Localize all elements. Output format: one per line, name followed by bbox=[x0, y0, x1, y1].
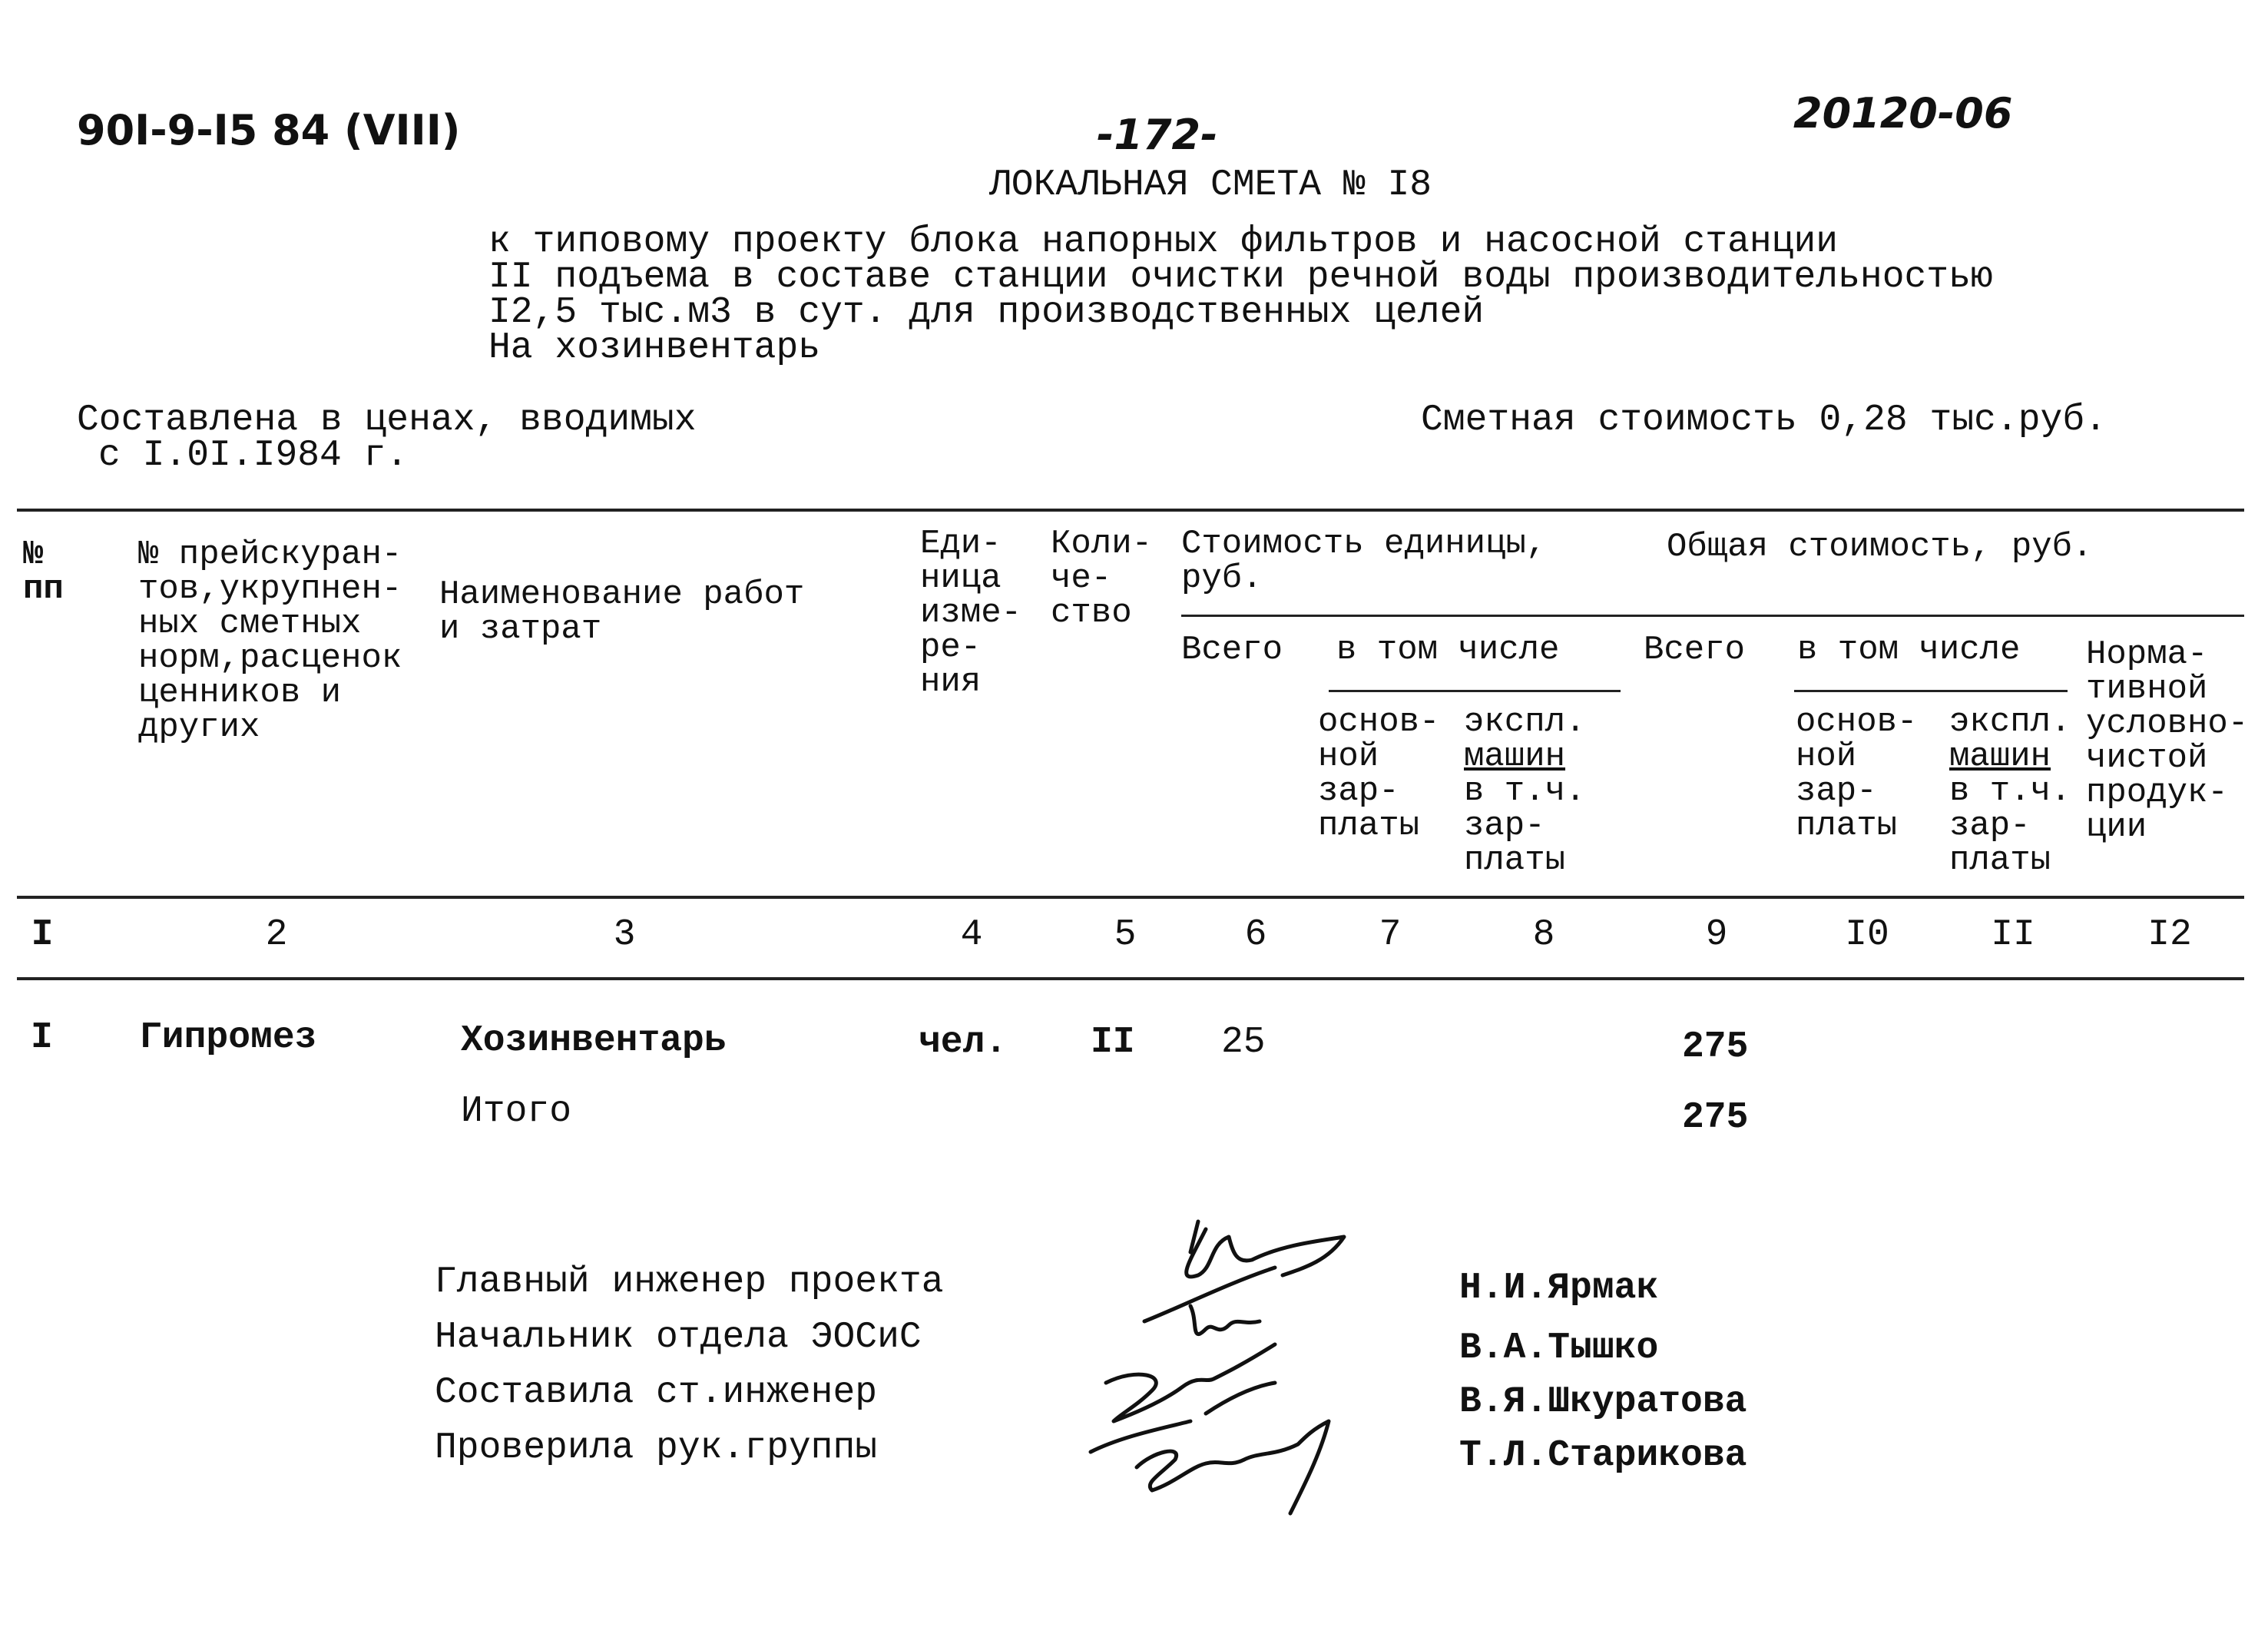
signature-name: В.А.Тышко bbox=[1459, 1327, 1659, 1369]
header-total-wages: основ- ной зар- платы bbox=[1796, 703, 1918, 845]
row-pricelist: Гипромез bbox=[140, 1017, 317, 1059]
signature-role: Главный инженер проекта bbox=[435, 1261, 944, 1303]
header-unit-cost: Стоимость единицы, руб. bbox=[1181, 525, 1547, 598]
archive-number: 20120-06 bbox=[1793, 89, 2013, 138]
handwritten-signatures bbox=[1075, 1191, 1429, 1575]
column-number: 4 bbox=[960, 914, 983, 956]
signature-name: Т.Л.Старикова bbox=[1459, 1435, 1747, 1477]
project-code: 90I-9-I5 84 (VIII) bbox=[77, 106, 461, 154]
row-quantity: II bbox=[1091, 1022, 1135, 1063]
signature-mark bbox=[1187, 1221, 1344, 1277]
row-total: 275 bbox=[1682, 1026, 1749, 1068]
column-numbers-rule bbox=[17, 977, 2244, 980]
subject-line: к типовому проекту блока напорных фильтров и насосной станции bbox=[488, 221, 1839, 263]
header-unit-including: в том числе bbox=[1336, 631, 1560, 669]
machines-rest: в т.ч. зар- платы bbox=[1464, 772, 1586, 880]
column-number: II bbox=[1991, 914, 2035, 956]
header-bottom-rule bbox=[17, 896, 2244, 899]
column-number: I bbox=[31, 914, 54, 956]
prices-note-line: Составлена в ценах, вводимых bbox=[77, 399, 697, 441]
group-header-rule bbox=[1181, 615, 2244, 617]
row-unit: чел. bbox=[919, 1022, 1008, 1063]
header-total-cost: Общая стоимость, руб. bbox=[1667, 528, 2093, 566]
signature-mark bbox=[1144, 1268, 1275, 1334]
header-total-all: Всего bbox=[1644, 631, 1746, 669]
header-normative-production: Норма- тивной условно- чистой продук- ции bbox=[2086, 635, 2249, 847]
column-number: I2 bbox=[2147, 914, 2192, 956]
column-number: 2 bbox=[265, 914, 288, 956]
header-pricelist: № прейскуран- тов,укрупнен- ных сметных норм,расценок ценников и других bbox=[138, 535, 402, 747]
machines-label: экспл. bbox=[1949, 703, 2071, 741]
prices-note-line: с I.0I.I984 г. bbox=[98, 435, 409, 476]
signature-role: Проверила рук.группы bbox=[435, 1427, 878, 1469]
column-number: 8 bbox=[1532, 914, 1555, 956]
header-row-number: № пп bbox=[23, 535, 64, 608]
column-number: 6 bbox=[1244, 914, 1267, 956]
document-title: ЛОКАЛЬНАЯ СМЕТА № I8 bbox=[989, 164, 1432, 206]
header-unit-wages: основ- ной зар- платы bbox=[1318, 703, 1440, 845]
column-number: I0 bbox=[1845, 914, 1889, 956]
machines-underlined: машин bbox=[1464, 737, 1566, 776]
row-name: Хозинвентарь bbox=[461, 1020, 727, 1062]
subject-line: I2,5 тыс.м3 в сут. для производственных целей bbox=[488, 292, 1485, 333]
header-total-machines bbox=[1949, 705, 2071, 878]
signature-mark bbox=[1091, 1421, 1329, 1513]
column-number: 7 bbox=[1379, 914, 1402, 956]
column-number: 3 bbox=[613, 914, 636, 956]
column-number: 9 bbox=[1705, 914, 1728, 956]
header-total-including: в том числе bbox=[1797, 631, 2021, 669]
signature-role: Составила ст.инженер bbox=[435, 1372, 878, 1414]
column-number: 5 bbox=[1114, 914, 1137, 956]
unit-incl-rule bbox=[1329, 690, 1621, 692]
header-unit-all: Всего bbox=[1181, 631, 1283, 669]
total-value: 275 bbox=[1682, 1097, 1749, 1138]
header-quantity: Коли- че- ство bbox=[1051, 525, 1153, 632]
header-work-name: Наименование работ и затрат bbox=[439, 575, 805, 648]
header-unit-machines bbox=[1464, 705, 1585, 878]
machines-rest: в т.ч. зар- платы bbox=[1949, 772, 2071, 880]
machines-underlined: машин bbox=[1949, 737, 2051, 776]
estimated-cost: Сметная стоимость 0,28 тыс.руб. bbox=[1421, 399, 2107, 441]
signature-role: Начальник отдела ЭОСиС bbox=[435, 1317, 922, 1358]
subject-line: II подъема в составе станции очистки речной воды производительностью bbox=[488, 257, 1993, 298]
signature-name: В.Я.Шкуратова bbox=[1459, 1381, 1747, 1423]
subject-line: На хозинвентарь bbox=[488, 327, 821, 369]
total-label: Итого bbox=[461, 1091, 572, 1132]
signature-name: Н.И.Ярмак bbox=[1459, 1268, 1659, 1309]
row-number: I bbox=[31, 1017, 53, 1059]
header-unit: Еди- ница изме- ре- ния bbox=[920, 525, 1022, 701]
signature-mark bbox=[1106, 1344, 1275, 1421]
row-unit-cost: 25 bbox=[1221, 1022, 1266, 1063]
page-number: -172- bbox=[1097, 111, 1218, 159]
table-top-rule bbox=[17, 509, 2244, 512]
machines-label: экспл. bbox=[1464, 703, 1586, 741]
total-incl-rule bbox=[1794, 690, 2068, 692]
